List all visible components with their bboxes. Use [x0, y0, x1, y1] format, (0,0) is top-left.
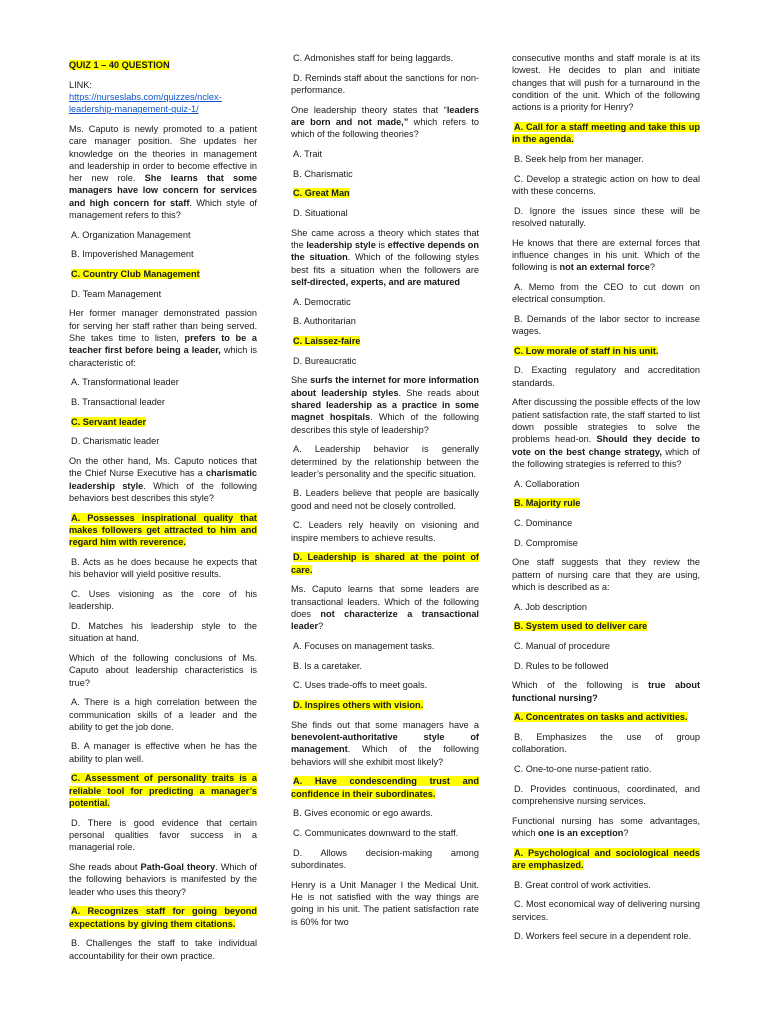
text-run: D. Compromise	[514, 537, 578, 548]
text-run: A. Memo from the CEO to cut down on electrical consumption.	[512, 281, 700, 305]
emphasis-text: true about functional nursing?	[512, 680, 701, 703]
quiz-title: QUIZ 1 – 40 QUESTION	[69, 60, 170, 70]
text-run: A. Democratic	[293, 296, 351, 307]
text-run: B. Leaders believe that people are basically good and need not be closely controlled.	[291, 488, 479, 511]
text-run: C. Laissez-faire	[293, 335, 361, 346]
text-run: C. Country Club Management	[71, 269, 200, 280]
text-run: Which of the following conclusions of Ms. Caputo about leadership characteristics is true?	[69, 652, 257, 688]
text-run: D. Allows decision-making among subordinates.	[291, 847, 479, 870]
answer-option	[512, 153, 700, 165]
question-text	[512, 396, 700, 470]
answer-option-correct	[512, 121, 700, 146]
text-run: Her former manager demonstrated passion for serving her staff rather than being served. She takes time to listen,	[69, 308, 257, 344]
answer-option	[291, 640, 479, 652]
text-run: . Which of the following behaviors best describes this style?	[69, 480, 257, 503]
column-3	[512, 52, 700, 950]
text-run: D. Rules to be followed	[514, 660, 609, 671]
text-run: A. Psychological and sociological needs are emphasized.	[512, 847, 700, 870]
answer-option	[69, 376, 257, 388]
answer-option	[291, 296, 479, 308]
quiz-title-row	[69, 59, 257, 71]
column-2-paragraphs	[291, 52, 479, 928]
text-run: . Which of the following describes this style of leadership?	[291, 412, 479, 435]
answer-option	[512, 601, 700, 613]
text-run: ?	[649, 262, 655, 273]
answer-option	[291, 519, 479, 544]
emphasis-text: benevolent-authoritative style of management	[291, 732, 479, 755]
answer-option	[291, 847, 479, 872]
text-run: C. Uses trade-offs to meet goals.	[293, 680, 428, 691]
text-run: A. Recognizes staff for going beyond expectations by giving them citations.	[69, 906, 257, 929]
text-run: D. Workers feel secure in a dependent role.	[514, 931, 692, 942]
text-run: B. Impoverished Management	[71, 249, 194, 260]
answer-option	[291, 315, 479, 327]
text-run: A. Focuses on management tasks.	[293, 641, 435, 652]
text-run: D. Charismatic leader	[71, 436, 160, 447]
answer-option	[512, 731, 700, 756]
text-run: A. Collaboration	[514, 478, 580, 489]
answer-option-correct	[69, 512, 257, 549]
emphasis-text: shared leadership as a practice in some magnet hospitals	[291, 399, 479, 423]
answer-option	[512, 364, 700, 389]
text-run: A. Trait	[293, 148, 323, 159]
answer-option-correct	[512, 711, 700, 723]
answer-option	[69, 248, 257, 260]
answer-option	[291, 168, 479, 180]
text-run: C. Great Man	[293, 188, 350, 199]
text-run: B. Acts as he does because he expects that his behavior will yield positive results.	[69, 556, 257, 580]
text-run: which refers to which of the following theories?	[291, 116, 480, 140]
text-run: C. Assessment of personality traits is a reliable tool for predicting a manager’s potential.	[69, 773, 257, 809]
answer-option	[291, 355, 479, 367]
emphasis-text: Should they decide to vote on the best change strategy,	[512, 434, 700, 457]
question-text	[69, 307, 257, 368]
text-run: D. Leadership is shared at the point of care.	[291, 552, 479, 575]
column-2	[291, 52, 479, 935]
question-text	[291, 879, 479, 928]
text-run: C. Most economical way of delivering nursing services.	[512, 899, 700, 922]
answer-option	[69, 288, 257, 300]
answer-option	[512, 640, 700, 652]
answer-option-correct	[291, 335, 479, 347]
answer-option	[291, 148, 479, 160]
answer-option-correct	[512, 847, 700, 872]
answer-option	[512, 478, 700, 490]
text-run: B. System used to deliver care	[514, 621, 648, 632]
emphasis-text: effective depends on the situation	[291, 240, 480, 263]
answer-option	[291, 443, 479, 480]
text-run: . Which of the following behaviors is manifested by the leader who uses this theory?	[69, 862, 257, 897]
text-run: Functional nursing has some advantages, which	[512, 815, 700, 839]
text-run: A. Possesses inspirational quality that makes followers get attracted to him and regard him with reverence.	[69, 512, 257, 548]
text-run: . She reads about	[398, 387, 480, 398]
text-run: D. Ignore the issues since these will be resolved naturally.	[512, 205, 700, 228]
answer-option	[512, 783, 700, 808]
answer-option	[512, 898, 700, 923]
text-run: C. Leaders rely heavily on visioning and inspire members to achieve results.	[291, 520, 479, 543]
text-run: A. Transformational leader	[71, 377, 179, 388]
question-text	[291, 104, 479, 141]
text-run: B. Charismatic	[293, 168, 353, 179]
text-run: consecutive months and staff morale is at its lowest. He decides to plan and initiate changes that will push for a turnaround in the condition of the unit. Which of the following actions is a priority for Henry?	[512, 53, 700, 113]
text-run: After discussing the possible effects of the low patient satisfaction rate, the staff started to list down possible strategies to solve the problems head-on.	[512, 397, 700, 445]
emphasis-text: She learns that some managers have low concern for services and high concern for staff	[69, 173, 257, 208]
emphasis-text: charismatic leadership style	[69, 468, 257, 491]
text-run: C. Servant leader	[71, 416, 147, 427]
answer-option	[512, 930, 700, 942]
text-run: is	[375, 240, 388, 250]
answer-option	[291, 487, 479, 512]
text-run: which is characteristic of:	[69, 345, 258, 368]
answer-option	[291, 660, 479, 672]
text-run: C. Manual of procedure	[514, 641, 611, 652]
text-run: B. Majority rule	[514, 498, 581, 509]
answer-option-correct	[69, 268, 257, 280]
text-run: D. There is good evidence that certain personal qualities favor success in a managerial role.	[69, 817, 257, 853]
emphasis-text: Path-Goal theory	[140, 862, 216, 873]
answer-option	[512, 173, 700, 198]
answer-option	[512, 660, 700, 672]
text-run: B. Challenges the staff to take individual accountability for their own practice.	[69, 938, 257, 961]
answer-option	[291, 52, 479, 64]
text-run: B. Is a caretaker.	[293, 660, 362, 671]
emphasis-text: surfs the internet for more information about leadership styles	[291, 375, 479, 398]
answer-option-correct	[291, 551, 479, 576]
text-run: . Which of the following styles best fits a situation when the followers are	[291, 252, 479, 275]
text-run: D. Provides continuous, coordinated, and comprehensive nursing services.	[512, 783, 700, 807]
answer-option	[512, 313, 700, 338]
text-run: A. Have condescending trust and confidence in their subordinates.	[291, 776, 479, 799]
text-run: A. Organization Management	[71, 229, 191, 240]
answer-option	[69, 817, 257, 854]
answer-option	[512, 517, 700, 529]
text-run: D. Bureaucratic	[293, 355, 357, 366]
text-run: ?	[318, 621, 324, 632]
text-run: C. Communicates downward to the staff.	[293, 828, 459, 839]
text-run: D. Situational	[293, 208, 348, 219]
text-run: A. Leadership behavior is generally determined by the relationship between the leader’s personality and the specific situation.	[291, 444, 479, 479]
text-run: D. Matches his leadership style to the situation at hand.	[69, 620, 257, 644]
text-run: One leadership theory states that “	[291, 104, 447, 115]
text-run: C. Develop a strategic action on how to deal with these concerns.	[512, 173, 700, 196]
text-run: C. Dominance	[514, 517, 573, 528]
answer-option	[69, 556, 257, 581]
text-run: Ms. Caputo is newly promoted to a patient care manager position. She updates her knowledge on the theories in management and leadership in order to become effective in her new role.	[69, 123, 257, 184]
answer-option-correct	[291, 775, 479, 800]
question-text	[291, 583, 479, 632]
column-1	[69, 59, 257, 969]
quiz-link[interactable]: https://nurseslabs.com/quizzes/nclex-leadership-management-quiz-1/	[69, 91, 222, 115]
question-text	[512, 679, 700, 704]
text-run: One staff suggests that they review the pattern of nursing care that they are using, which is described as a:	[512, 557, 700, 592]
text-run: She came across a theory which states that the	[291, 227, 479, 250]
answer-option	[69, 696, 257, 733]
text-run: A. Job description	[514, 601, 588, 612]
answer-option	[69, 937, 257, 962]
question-text	[69, 861, 257, 898]
text-run: D. Reminds staff about the sanctions for non-performance.	[291, 72, 479, 95]
text-run: C. Admonishes staff for being laggards.	[293, 53, 454, 63]
text-run: C. Low morale of staff in his unit.	[514, 345, 659, 356]
question-text	[69, 652, 257, 689]
text-run: D. Inspires others with vision.	[293, 700, 424, 711]
answer-option	[291, 807, 479, 819]
column-3-paragraphs	[512, 52, 700, 943]
text-run: B. Emphasizes the use of group collaboration.	[512, 732, 700, 755]
text-run: A. Concentrates on tasks and activities.	[514, 712, 688, 723]
text-run: ?	[623, 828, 629, 839]
link-label: LINK:	[69, 79, 92, 90]
text-run: She reads about	[69, 862, 141, 873]
text-run: B. Great control of work activities.	[514, 879, 651, 890]
text-run: C. One-to-one nurse-patient ratio.	[514, 764, 652, 775]
answer-option	[291, 827, 479, 839]
question-text	[512, 815, 700, 840]
answer-option-correct	[512, 620, 700, 632]
question-text	[291, 719, 479, 768]
text-run: B. Gives economic or ego awards.	[293, 808, 433, 819]
text-run: B. A manager is effective when he has the ability to plan well.	[69, 741, 257, 764]
answer-option	[512, 879, 700, 891]
link-block	[69, 79, 257, 116]
text-run: On the other hand, Ms. Caputo notices that the Chief Nurse Executive has a	[69, 456, 257, 479]
text-run: B. Authoritarian	[293, 316, 356, 327]
text-run: D. Exacting regulatory and accreditation standards.	[512, 365, 700, 388]
question-text	[512, 237, 700, 274]
answer-option-correct	[69, 905, 257, 930]
emphasis-text: leadership style	[306, 240, 376, 250]
text-run: She finds out that some managers have a	[291, 719, 479, 730]
text-run: Which of the following is	[512, 680, 649, 691]
emphasis-text: not an external force	[559, 262, 650, 273]
answer-option	[512, 281, 700, 306]
column-1-paragraphs	[69, 123, 257, 962]
question-text	[512, 52, 700, 113]
text-run: Henry is a Unit Manager I the Medical Unit. He is not satisfied with the way things are going in his unit. The patient satisfaction rate is 60% for two	[291, 879, 479, 927]
emphasis-text: prefers to be a teacher first before being a leader,	[69, 333, 258, 356]
answer-option	[69, 229, 257, 241]
question-text	[291, 374, 479, 435]
answer-option	[69, 588, 257, 613]
text-run: which of the following strategies is referred to this?	[512, 446, 700, 469]
answer-option	[512, 763, 700, 775]
emphasis-text: leaders are born and not made,”	[291, 104, 479, 127]
question-text	[69, 455, 257, 504]
text-run: B. Transactional leader	[71, 397, 165, 408]
text-run: Ms. Caputo learns that some leaders are transactional leaders. Which of the following does	[291, 584, 479, 620]
text-run: C. Uses visioning as the core of his leadership.	[69, 588, 257, 612]
text-run: . Which of the following behaviors will she exhibit most likely?	[291, 744, 479, 767]
text-run: He knows that there are external forces that influence changes in his unit. Which of the following is	[512, 237, 700, 273]
answer-option-correct	[512, 497, 700, 509]
text-run: D. Team Management	[71, 288, 162, 299]
answer-option-correct	[69, 416, 257, 428]
text-run: She	[291, 375, 311, 386]
answer-option	[69, 620, 257, 645]
text-run: A. Call for a staff meeting and take this up in the agenda.	[512, 121, 700, 145]
emphasis-text: not characterize a transactional leader	[291, 609, 479, 632]
answer-option	[512, 537, 700, 549]
text-run: A. There is a high correlation between the communication skills of a leader and the ability to get the job done.	[69, 697, 257, 732]
question-text	[291, 227, 479, 288]
answer-option-correct	[291, 187, 479, 199]
question-text	[69, 123, 257, 221]
answer-option-correct	[512, 345, 700, 357]
emphasis-text: one is an exception	[538, 828, 624, 839]
answer-option	[291, 679, 479, 691]
answer-option	[291, 207, 479, 219]
answer-option	[69, 740, 257, 765]
emphasis-text: self-directed, experts, and are matured	[291, 276, 461, 287]
answer-option-correct	[69, 772, 257, 809]
text-run: B. Demands of the labor sector to increase wages.	[512, 313, 700, 337]
answer-option	[291, 72, 479, 97]
answer-option-correct	[291, 699, 479, 711]
question-text	[512, 556, 700, 593]
answer-option	[69, 435, 257, 447]
answer-option	[512, 205, 700, 230]
answer-option	[69, 396, 257, 408]
text-run: . Which style of management refers to this?	[69, 197, 257, 221]
text-run: B. Seek help from her manager.	[514, 153, 644, 164]
